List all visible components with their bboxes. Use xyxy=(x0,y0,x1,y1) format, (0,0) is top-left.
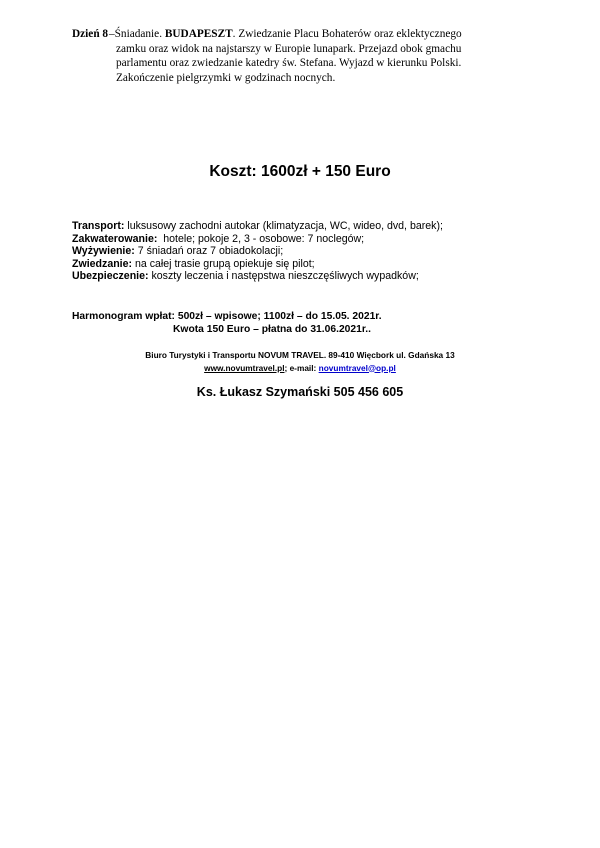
detail-label: Zakwaterowanie: xyxy=(72,232,158,245)
day-label: Dzień 8 xyxy=(72,28,109,40)
detail-row-insurance xyxy=(72,270,443,283)
detail-label: Transport: xyxy=(72,220,125,232)
email-prefix: ; e-mail: xyxy=(284,362,319,373)
day-line: parlamentu oraz zwiedzanie katedry św. Stefana. Wyjazd w kierunku Polski. xyxy=(116,57,462,70)
detail-label: Zwiedzanie: xyxy=(72,257,133,270)
cost-heading: Koszt: 1600zł + 150 Euro xyxy=(209,163,391,180)
detail-label: Ubezpieczenie: xyxy=(72,270,149,283)
day-line: zamku oraz widok na najstarszy w Europie lunapark. Przejazd obok gmachu xyxy=(116,42,462,55)
detail-label: Wyżywienie: xyxy=(72,245,135,258)
detail-row-accommodation xyxy=(72,233,443,246)
trip-details xyxy=(72,220,443,283)
day-first-suffix: . Zwiedzanie Placu Bohaterów oraz eklektycznego xyxy=(232,28,462,40)
day-first-line xyxy=(109,27,462,42)
day-city: BUDAPESZT xyxy=(164,28,233,40)
detail-text: na całej trasie grupą opiekuje się pilot; xyxy=(132,257,315,270)
detail-row-meals xyxy=(72,245,443,258)
day-first-prefix: –Śniadanie. xyxy=(109,28,165,40)
detail-text: luksusowy zachodni autokar (klimatyzacja, WC, wideo, dvd, barek); xyxy=(124,220,443,232)
detail-row-transport xyxy=(72,220,443,233)
payment-euro-line: Kwota 150 Euro – płatna do 31.06.2021r.. xyxy=(173,324,372,335)
office-contact-line xyxy=(0,362,600,375)
detail-text: koszty leczenia i następstwa nieszczęśliwych wypadków; xyxy=(148,270,419,283)
day-description xyxy=(116,42,516,86)
priest-contact: Ks. Łukasz Szymański 505 456 605 xyxy=(196,385,404,399)
detail-text: hotele; pokoje 2, 3 - osobowe: 7 noclegów; xyxy=(157,232,365,245)
office-info xyxy=(0,349,600,374)
payment-schedule xyxy=(72,310,382,336)
day-line: Zakończenie pielgrzymki w godzinach nocnych. xyxy=(116,71,336,84)
email-link[interactable]: novumtravel@op.pl xyxy=(318,362,396,373)
detail-text: 7 śniadań oraz 7 obiadokolacji; xyxy=(134,245,284,258)
website-link[interactable]: www.novumtravel.pl xyxy=(204,362,285,373)
payment-schedule-line: Harmonogram wpłat: 500zł – wpisowe; 1100zł – do 15.05. 2021r. xyxy=(72,311,382,322)
detail-row-sightseeing xyxy=(72,258,443,271)
office-address: Biuro Turystyki i Transportu NOVUM TRAVEL. 89-410 Więcbork ul. Gdańska 13 xyxy=(145,350,455,360)
